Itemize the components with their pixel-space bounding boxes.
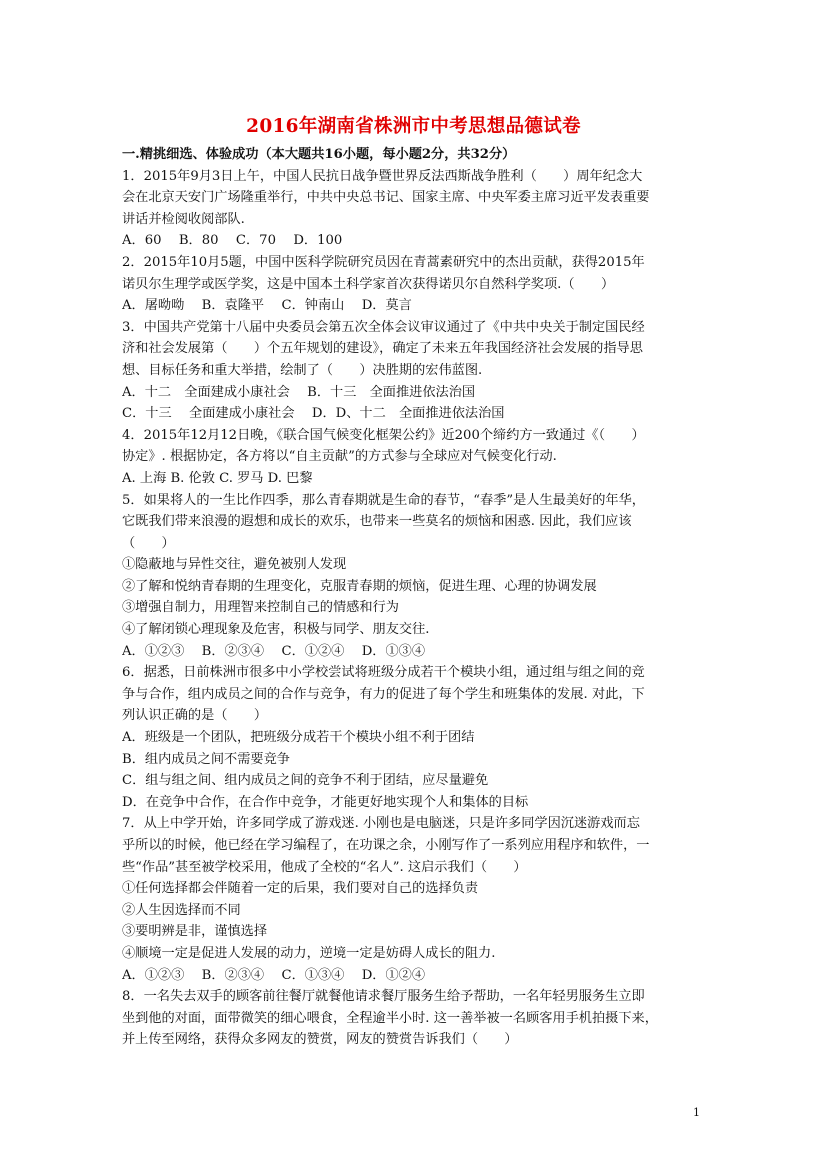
text-line: ①任何选择都会伴随着一定的后果，我们要对自己的选择负责 [122, 881, 479, 897]
text-line: C．十三 全面建成小康社会 D．D、十二 全面推进依法治国 [122, 406, 505, 422]
text-line: ②了解和悦纳青春期的生理变化，克服青春期的烦恼，促进生理、心理的协调发展 [122, 578, 597, 594]
section-heading: 一.精挑细选、体验成功（本大题共16小题，每小题2分，共32分） [122, 147, 516, 162]
text-line: ②人生因选择而不同 [122, 902, 241, 918]
text-line: 乎所以的时候，他已经在学习编程了，在功课之余，小刚写作了一系列应用程序和软件，一 [122, 838, 650, 853]
text-line: 1．2015年9月3日上午，中国人民抗日战争暨世界反法西斯战争胜利（ ）周年纪念大 [122, 168, 643, 184]
text-line: A．①②③ B．②③④ C．①②④ D．①③④ [122, 643, 426, 659]
text-line: 2．2015年10月5题，中国中医科学院研究员因在青蒿素研究中的杰出贡献，获得2015年 [122, 254, 645, 270]
text-line: 协定》. 根据协定，各方将以“自主贡献”的方式参与全球应对气候变化行动. [122, 449, 557, 465]
text-line: ①隐蔽地与异性交往，避免被别人发现 [122, 557, 347, 573]
text-line: C．组与组之间、组内成员之间的竞争不利于团结，应尽量避免 [122, 773, 489, 789]
text-line: B．组内成员之间不需要竞争 [122, 751, 290, 767]
text-line: 8．一名失去双手的顾客前往餐厅就餐他请求餐厅服务生给予帮助，一名年轻男服务生立即 [122, 989, 645, 1005]
text-line: A．屠呦呦 B．袁隆平 C．钟南山 D．莫言 [122, 298, 412, 314]
text-line: 想、目标任务和重大举措，绘制了（ ）决胜期的宏伟蓝图. [122, 362, 483, 378]
text-line: 6．据悉，日前株洲市很多中小学校尝试将班级分成若干个模块小组，通过组与组之间的竞 [122, 665, 645, 681]
text-line: 4．2015年12月12日晚，《联合国气候变化框架公约》近200个缔约方一致通过《（ ） [122, 427, 645, 443]
exam-content [122, 144, 708, 1051]
text-line: A. 上海 B. 伦敦 C. 罗马 D. 巴黎 [122, 470, 313, 486]
text-line: 7．从上中学开始，许多同学成了游戏迷. 小刚也是电脑迷，只是许多同学因沉迷游戏而忘 [122, 816, 640, 832]
text-line: ④顺境一定是促进人发展的动力，逆境一定是妨碍人成长的阻力. [122, 945, 496, 961]
text-line: A．十二 全面建成小康社会 B．十三 全面推进依法治国 [122, 384, 476, 400]
text-line: 会在北京天安门广场隆重举行，中共中央总书记、国家主席、中央军委主席习近平发表重要 [122, 190, 650, 206]
text-line: ③要明辨是非，谨慎选择 [122, 924, 268, 940]
text-line: 诺贝尔生理学或医学奖，这是中国本土科学家首次获得诺贝尔自然科学奖项.（ ） [122, 276, 615, 292]
text-line: A．①②③ B．②③④ C．①③④ D．①②④ [122, 967, 426, 983]
text-line: 5．如果将人的一生比作四季，那么青春期就是生命的春节，“春季”是人生最美好的年华， [122, 492, 645, 508]
text-line: 3．中国共产党第十八届中央委员会第五次全体会议审议通过了《中共中央关于制定国民经 [122, 319, 645, 335]
text-line: 些“作品”甚至被学校采用，他成了全校的“名人”. 这启示我们（ ） [122, 859, 527, 875]
page-number: 1 [693, 1106, 700, 1119]
text-line: D．在竞争中合作，在合作中竞争，才能更好地实现个人和集体的目标 [122, 794, 529, 810]
text-line: 争与合作，组内成员之间的合作与竞争，有力的促进了每个学生和班集体的发展. 对此，下 [122, 686, 645, 702]
text-line: 它既我们带来浪漫的遐想和成长的欢乐，也带来一些莫名的烦恼和困惑. 因此，我们应该 [122, 514, 632, 530]
text-line: 坐到他的对面，面带微笑的细心喂食，全程逾半小时. 这一善举被一名顾客用手机拍摄下来， [122, 1010, 658, 1026]
text-line: ④了解闭锁心理现象及危害，积极与同学、朋友交往. [122, 622, 430, 638]
text-line: ③增强自制力，用理智来控制自己的情感和行为 [122, 600, 399, 616]
text-line: 济和社会发展第（ ）个五年规划的建设》，确定了未来五年我国经济社会发展的指导思 [122, 341, 643, 357]
text-line: 讲话并检阅收阅部队. [122, 211, 245, 227]
exam-title: 2016年湖南省株洲市中考思想品德试卷 [246, 116, 581, 137]
text-line: A．60 B．80 C．70 D．100 [122, 233, 343, 249]
text-line: （ ） [122, 535, 175, 551]
text-line: 并上传至网络，获得众多网友的赞赏，网友的赞赏告诉我们（ ） [122, 1032, 518, 1048]
text-line: A．班级是一个团队，把班级分成若干个模块小组不利于团结 [122, 730, 475, 746]
text-line: 列认识正确的是（ ） [122, 708, 268, 724]
